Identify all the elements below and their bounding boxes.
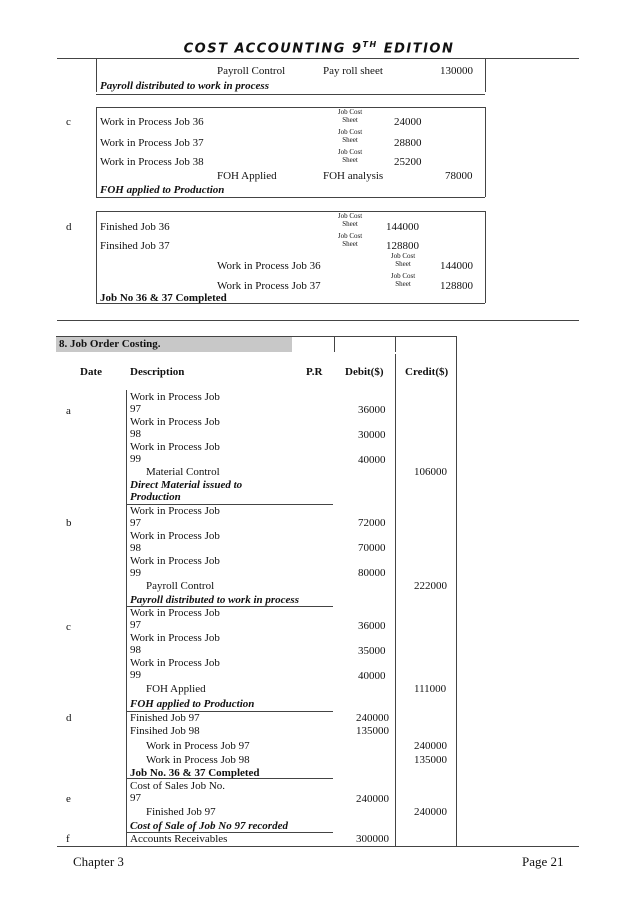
col-header-date: Date (80, 366, 102, 378)
entry-debit: 80000 (358, 567, 386, 579)
entry-debit: 36000 (358, 620, 386, 632)
footer-page-number: Page 21 (522, 854, 564, 869)
entry-credit-ref: FOH analysis (323, 170, 384, 182)
divider (96, 94, 485, 95)
entry-note: Direct Material issued to Production (130, 479, 243, 503)
col-header-pr: P.R (306, 366, 323, 378)
entry-credit: 106000 (414, 466, 447, 478)
entry-debit: 128800 (386, 240, 419, 252)
entry-credit: 111000 (414, 683, 447, 695)
entry-credit-desc: FOH Applied (146, 683, 206, 695)
entry-credit: 135000 (414, 754, 447, 766)
section-title: 8. Job Order Costing. (56, 336, 292, 352)
entry-debit: 240000 (356, 793, 389, 805)
entry-ref: Job Cost Sheet (337, 128, 363, 144)
entry-desc: Work in Process Job 97 (130, 505, 220, 529)
entry-debit: 40000 (358, 670, 386, 682)
divider (96, 197, 485, 198)
entry-desc: Work in Process Job 99 (130, 441, 220, 465)
header-title: COST ACCOUNTING (183, 41, 346, 57)
header-edition-word: EDITION (383, 41, 455, 57)
entry-credit-desc: Work in Process Job 36 (217, 260, 321, 272)
entry-debit: 135000 (356, 725, 389, 737)
entry-desc: Finished Job 97 (130, 712, 200, 724)
divider (126, 778, 333, 779)
entry-debit: 30000 (358, 429, 386, 441)
divider (96, 58, 97, 92)
entry-debit: 72000 (358, 517, 386, 529)
entry-desc: Work in Process Job 99 (130, 657, 220, 681)
col-header-debit: Debit($) (345, 366, 384, 378)
divider (456, 336, 457, 846)
entry-letter: c (66, 116, 71, 128)
divider (57, 320, 579, 321)
footer-divider (57, 846, 579, 847)
entry-desc: Finished Job 36 (100, 221, 170, 233)
divider (96, 211, 97, 303)
entry-debit: 40000 (358, 454, 386, 466)
entry-credit: 222000 (414, 580, 447, 592)
payroll-control-credit: Payroll Control (217, 65, 286, 77)
entry-credit: 240000 (414, 740, 447, 752)
entry-note: Job No. 36 & 37 Completed (130, 767, 260, 779)
divider (126, 832, 127, 846)
entry-credit-desc: Payroll Control (146, 580, 215, 592)
divider (485, 58, 486, 92)
entry-desc: Work in Process Job 97 (130, 391, 220, 415)
entry-note: Cost of Sale of Job No 97 recorded (130, 820, 288, 832)
entry-desc: Finsihed Job 37 (100, 240, 170, 252)
divider (126, 711, 127, 778)
payroll-note: Payroll distributed to work in process (100, 80, 269, 92)
entry-credit-desc: Work in Process Job 97 (146, 740, 250, 752)
header-edition-num: 9 (351, 41, 363, 57)
entry-desc: Work in Process Job 37 (100, 137, 204, 149)
entry-credit: 240000 (414, 806, 447, 818)
entry-letter: e (66, 793, 71, 805)
divider (485, 211, 486, 303)
entry-debit: 70000 (358, 542, 386, 554)
entry-debit: 36000 (358, 404, 386, 416)
divider (96, 211, 485, 212)
entry-desc: Work in Process Job 36 (100, 116, 204, 128)
entry-credit-desc: FOH Applied (217, 170, 277, 182)
entry-debit: 240000 (356, 712, 389, 724)
divider (126, 390, 127, 504)
entry-letter: d (66, 712, 72, 724)
entry-ref: Job Cost Sheet (337, 232, 363, 248)
col-header-description: Description (130, 366, 185, 378)
divider (96, 107, 485, 108)
entry-debit: 144000 (386, 221, 419, 233)
entry-debit: 35000 (358, 645, 386, 657)
divider (395, 336, 396, 352)
divider (96, 303, 485, 304)
entry-desc: Accounts Receivables (130, 833, 228, 845)
entry-credit-desc: Work in Process Job 37 (217, 280, 321, 292)
entry-debit: 25200 (394, 156, 422, 168)
divider (126, 504, 127, 606)
divider (126, 778, 127, 832)
entry-credit-ref: Job Cost Sheet (390, 252, 416, 268)
entry-desc: Work in Process Job 98 (130, 530, 220, 554)
entry-debit: 300000 (356, 833, 389, 845)
page-header (0, 40, 638, 56)
payroll-amount: 130000 (440, 65, 473, 77)
entry-credit-desc: Material Control (146, 466, 220, 478)
divider (334, 336, 335, 352)
entry-desc: Cost of Sales Job No. 97 (130, 780, 226, 804)
entry-ref: Job Cost Sheet (337, 108, 363, 124)
entry-desc: Work in Process Job 98 (130, 632, 220, 656)
entry-credit-amount: 128800 (440, 280, 473, 292)
entry-desc: Finsihed Job 98 (130, 725, 200, 737)
entry-letter: a (66, 405, 71, 417)
entry-letter: d (66, 221, 72, 233)
entry-note: FOH applied to Production (130, 698, 255, 710)
divider (96, 107, 97, 197)
entry-desc: Work in Process Job 97 (130, 607, 220, 631)
header-edition-sup: TH (362, 40, 378, 49)
footer-chapter: Chapter 3 (73, 854, 124, 869)
entry-letter: f (66, 833, 70, 845)
entry-note: Payroll distributed to work in process (130, 594, 299, 606)
entry-debit: 28800 (394, 137, 422, 149)
divider (485, 107, 486, 197)
entry-letter: c (66, 621, 71, 633)
divider (126, 606, 127, 712)
entry-ref: Job Cost Sheet (337, 148, 363, 164)
entry-desc: Work in Process Job 98 (130, 416, 220, 440)
entry-note: FOH applied to Production (100, 184, 225, 196)
divider (56, 336, 456, 337)
entry-credit-amount: 144000 (440, 260, 473, 272)
entry-desc: Work in Process Job 99 (130, 555, 220, 579)
entry-debit: 24000 (394, 116, 422, 128)
entry-ref: Job Cost Sheet (337, 212, 363, 228)
payroll-ref: Pay roll sheet (323, 65, 383, 77)
entry-desc: Work in Process Job 38 (100, 156, 204, 168)
entry-note: Job No 36 & 37 Completed (100, 292, 227, 304)
entry-credit-amount: 78000 (445, 170, 473, 182)
entry-letter: b (66, 517, 72, 529)
divider (395, 354, 396, 846)
col-header-credit: Credit($) (405, 366, 449, 378)
divider (57, 58, 579, 59)
entry-credit-ref: Job Cost Sheet (390, 272, 416, 288)
entry-credit-desc: Work in Process Job 98 (146, 754, 250, 766)
entry-credit-desc: Finished Job 97 (146, 806, 216, 818)
